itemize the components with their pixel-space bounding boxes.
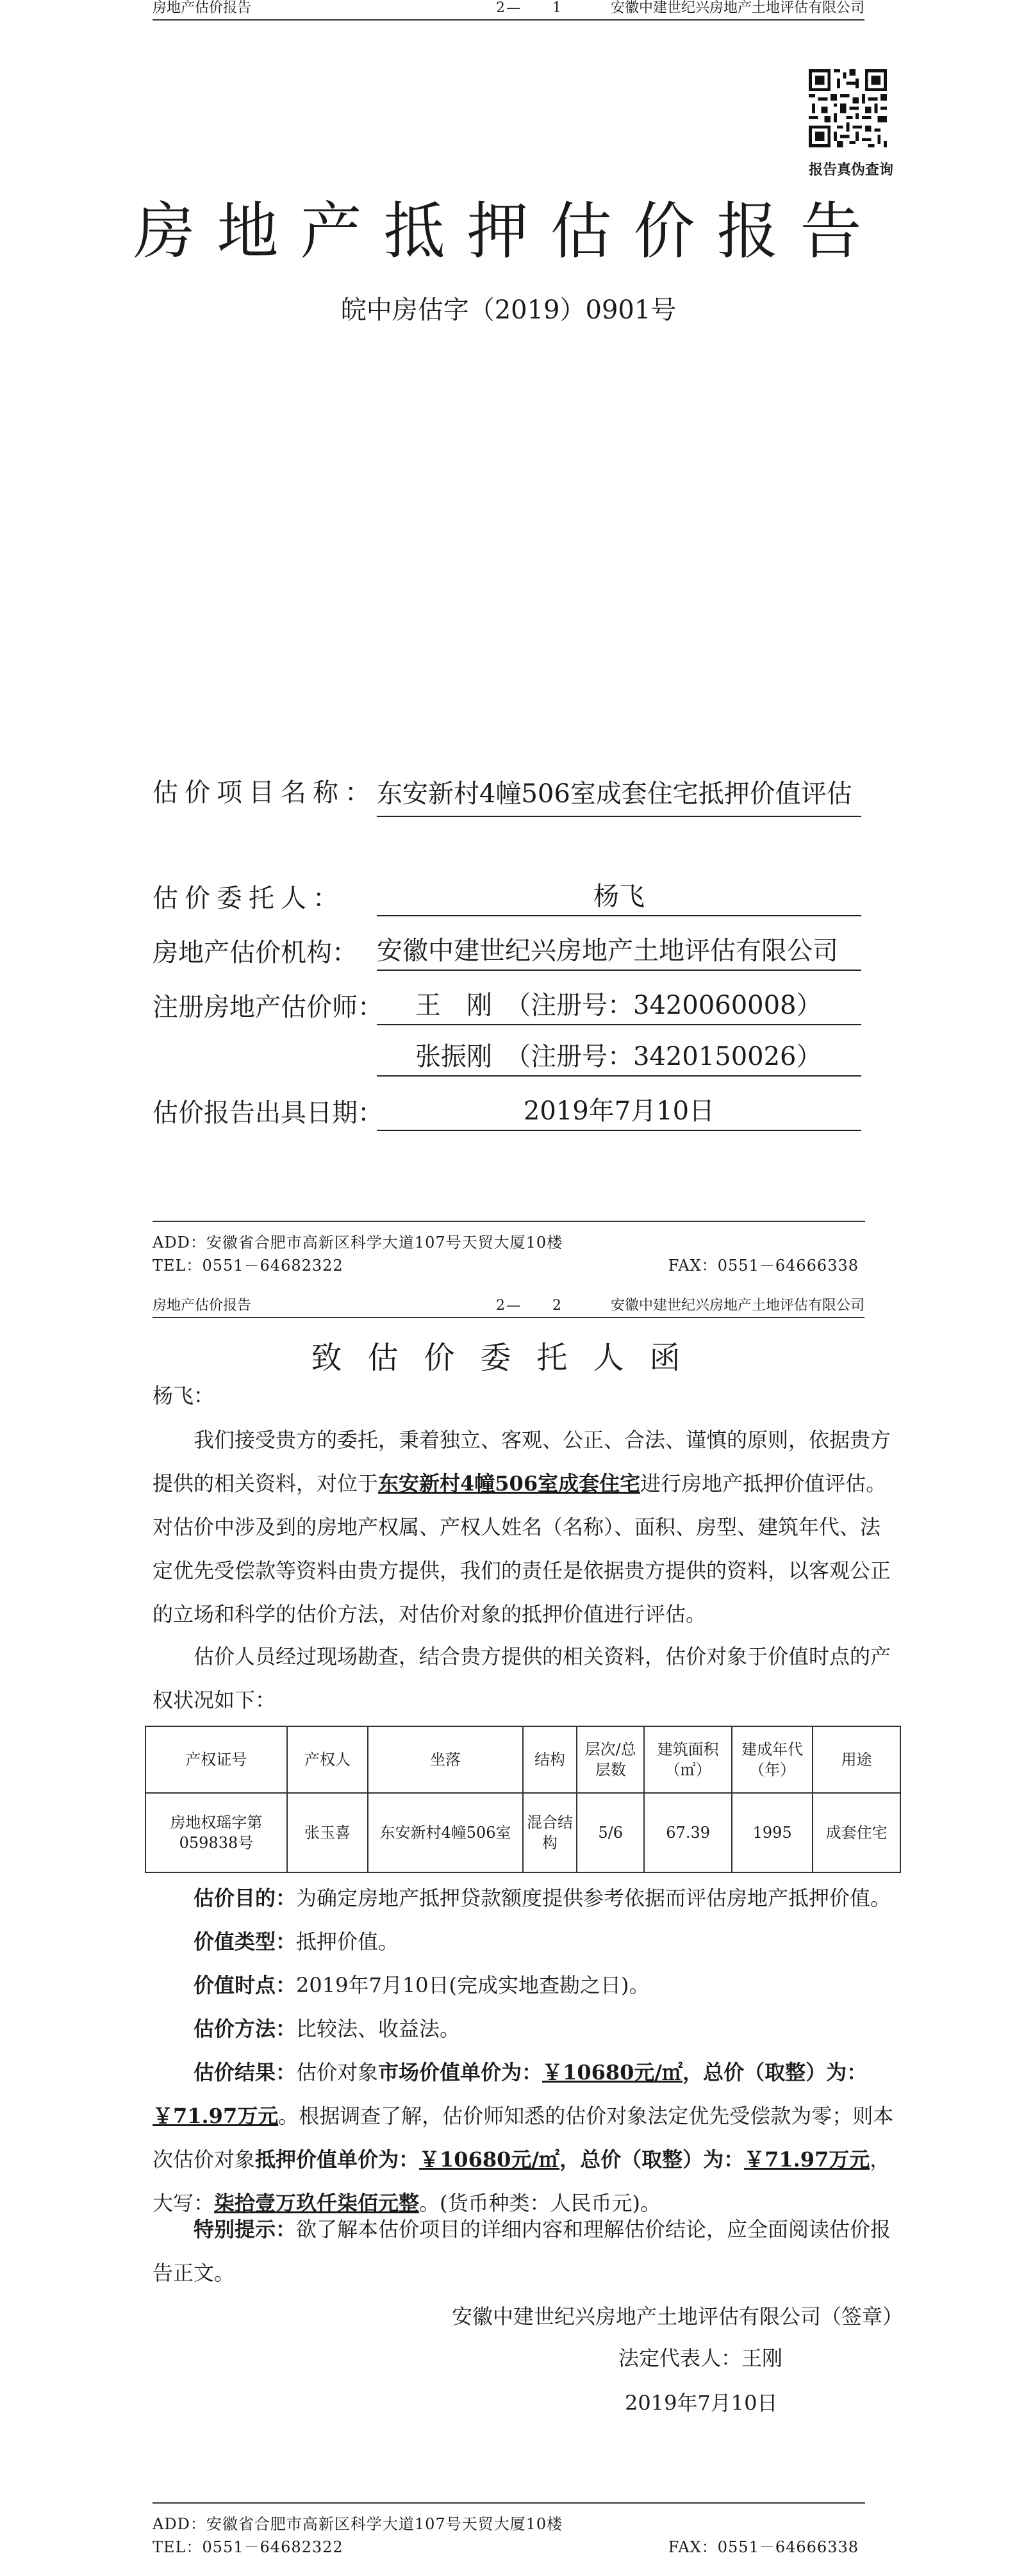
table-header: 建筑面积（㎡） (644, 1726, 732, 1793)
method-line: 估价方法：比较法、收益法。 (194, 2017, 461, 2041)
signature-company: 安徽中建世纪兴房地产土地评估有限公司（签章） (452, 2304, 904, 2329)
table-cell: 1995 (732, 1793, 813, 1872)
table-header: 产权证号 (145, 1726, 287, 1793)
market-total-price: ￥71.97万元 (153, 2104, 279, 2128)
table-cell: 东安新村4幢506室 (368, 1793, 523, 1872)
page-number: 2— 1 (496, 0, 563, 16)
qr-label: 报告真伪查询 (808, 161, 893, 178)
footer-tel: TEL：0551－64682322 (153, 1257, 343, 1275)
page-number: 2— 2 (496, 1298, 563, 1314)
appraiser-1-value: 王 刚 （注册号：3420060008） (377, 987, 861, 1025)
mortgage-total-price: ￥71.97万元 (744, 2147, 870, 2172)
running-header (153, 0, 864, 21)
letter-paragraph-2: 估价人员经过现场勘查，结合贵方提供的相关资料，估价对象于价值时点的产权状况如下： (153, 1644, 891, 1712)
header-right: 安徽中建世纪兴房地产土地评估有限公司 (610, 0, 864, 16)
header-left: 房地产估价报告 (153, 1298, 252, 1314)
mortgage-unit-price: ￥10680元/㎡ (419, 2147, 560, 2172)
client-label: 估价委托人： (153, 884, 345, 913)
legal-representative: 法定代表人：王刚 (618, 2346, 783, 2370)
value-type-line: 价值类型：抵押价值。 (194, 1929, 399, 1954)
table-cell: 张玉喜 (287, 1793, 368, 1872)
value-date-line: 价值时点：2019年7月10日(完成实地查勘之日)。 (194, 1973, 650, 1997)
market-unit-price: ￥10680元/㎡ (542, 2060, 683, 2085)
agency-label: 房地产估价机构： (153, 938, 358, 968)
table-header: 坐落 (368, 1726, 523, 1793)
property-table (145, 1726, 901, 1873)
issue-date-value: 2019年7月10日 (377, 1093, 861, 1131)
project-name-value: 东安新村4幢506室成套住宅抵押价值评估 (377, 772, 861, 817)
table-cell: 67.39 (644, 1793, 732, 1872)
footer-tel: TEL：0551－64682322 (153, 2538, 343, 2556)
letter-paragraph-1: 我们接受贵方的委托，秉着独立、客观、公正、合法、谨慎的原则，依据贵方提供的相关资料，对位于东安新村4幢506室成套住宅进行房地产抵押价值评估。对估价中涉及到的房地产权属、产权人姓名（名称）、面积、房型、建筑年代、法定优先受偿款等资料由贵方提供，我们的责任是依据贵方提供的资料，以客观公正的立场和科学的估价方法，对估价对象的抵押价值进行评估。 (153, 1428, 891, 1626)
table-header: 用途 (813, 1726, 900, 1793)
table-cell: 房地权瑶字第059838号 (145, 1793, 287, 1872)
project-name-label: 估价项目名称： (153, 778, 377, 807)
report-title: 房地产抵押估价报告 (133, 195, 884, 267)
table-cell: 成套住宅 (813, 1793, 900, 1872)
purpose-line: 估价目的：为确定房地产抵押贷款额度提供参考依据而评估房地产抵押价值。 (194, 1886, 891, 1910)
property-address: 东安新村4幢506室成套住宅 (378, 1471, 641, 1496)
header-right: 安徽中建世纪兴房地产土地评估有限公司 (610, 1298, 864, 1314)
special-note: 特别提示：欲了解本估价项目的详细内容和理解估价结论，应全面阅读估价报告正文。 (153, 2217, 891, 2285)
letter-page (0, 1298, 1017, 2576)
table-header: 结构 (523, 1726, 577, 1793)
qr-code-icon (809, 69, 887, 147)
client-value: 杨飞 (377, 878, 861, 916)
table-cell: 混合结构 (523, 1793, 577, 1872)
agency-value: 安徽中建世纪兴房地产土地评估有限公司 (377, 932, 861, 971)
table-header-row (145, 1726, 900, 1793)
running-header (153, 1298, 864, 1318)
table-header: 层次/总层数 (577, 1726, 644, 1793)
table-header: 建成年代（年） (732, 1726, 813, 1793)
salutation: 杨飞： (153, 1383, 215, 1408)
appraiser-label: 注册房地产估价师： (153, 993, 383, 1022)
result-paragraph: 估价结果：估价对象市场价值单价为：￥10680元/㎡，总价（取整）为：￥71.97万元。根据调查了解，估价师知悉的估价对象法定优先受偿款为零；则本次估价对象抵押价值单价为：￥10680元/㎡，总价（取整）为：￥71.97万元，大写：柒拾壹万玖仟柒佰元整。(货币种类：人民币元)。 (153, 2060, 894, 2215)
appraiser-2-value: 张振刚 （注册号：3420150026） (377, 1038, 861, 1077)
footer-address: ADD：安徽省合肥市高新区科学大道107号天贸大厦10楼 (153, 2515, 563, 2533)
letter-title: 致估价委托人函 (311, 1340, 706, 1376)
table-row (145, 1793, 900, 1872)
issue-date-label: 估价报告出具日期： (153, 1098, 383, 1128)
header-left: 房地产估价报告 (153, 0, 252, 16)
table-header: 产权人 (287, 1726, 368, 1793)
footer-address: ADD：安徽省合肥市高新区科学大道107号天贸大厦10楼 (153, 1234, 563, 1251)
amount-in-words: 柒拾壹万玖仟柒佰元整 (214, 2191, 420, 2215)
table-cell: 5/6 (577, 1793, 644, 1872)
document-number: 皖中房估字（2019）0901号 (340, 295, 677, 325)
footer-fax: FAX：0551－64666338 (668, 1257, 859, 1275)
footer-fax: FAX：0551－64666338 (668, 2538, 859, 2556)
signature-date: 2019年7月10日 (625, 2391, 778, 2415)
